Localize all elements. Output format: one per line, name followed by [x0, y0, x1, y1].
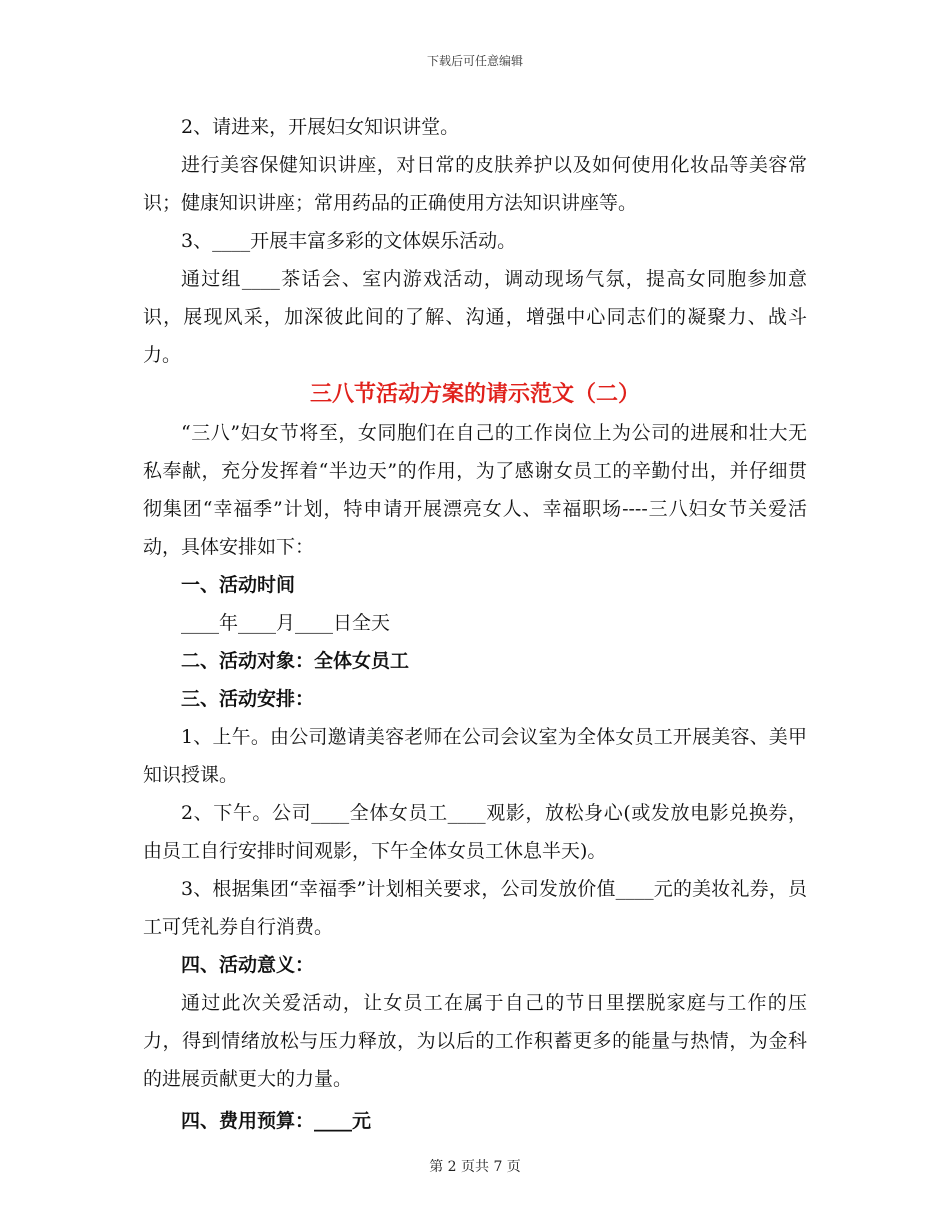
paragraph-tea-party: 通过组____茶话会、室内游戏活动，调动现场气氛，提高女同胞参加意识，展现风采，加深彼此间的了解、沟通，增强中心同志们的凝聚力、战斗力。 [143, 268, 807, 366]
heading-activity-meaning: 四、活动意义： [181, 954, 315, 976]
activity-meaning-text: 通过此次关爱活动，让女员工在属于自己的节日里摆脱家庭与工作的压力，得到情绪放松与压力释放，为以后的工作积蓄更多的能量与热情，为金科的进展贡献更大的力量。 [143, 992, 807, 1090]
section-intro: “三八”妇女节将至，女同胞们在自己的工作岗位上为公司的进展和壮大无私奉献，充分发挥着“半边天”的作用，为了感谢女员工的辛勤付出，并仔细贯彻集团“幸福季”计划，特申请开展漂亮女人、幸福职场----三八妇女节关爱活动，具体安排如下： [143, 422, 807, 558]
page-footer: 第 2 页共 7 页 [429, 1159, 521, 1175]
activity-time-value: ____年____月____日全天 [181, 612, 391, 634]
page-header: 下载后可任意编辑 [426, 54, 523, 68]
heading-budget: 四、费用预算：____元 [181, 1110, 372, 1132]
paragraph-entertainment: 3、____开展丰富多彩的文体娱乐活动。 [181, 230, 517, 252]
document-body [143, 108, 807, 1140]
arrangement-morning: 1、上午。由公司邀请美容老师在公司会议室为全体女员工开展美容、美甲知识授课。 [143, 726, 807, 786]
arrangement-voucher: 3、根据集团“幸福季”计划相关要求，公司发放价值____元的美妆礼券，员工可凭礼券自行消费。 [143, 878, 807, 938]
arrangement-afternoon: 2、下午。公司____全体女员工____观影，放松身心(或发放电影兑换券，由员工自行安排时间观影，下午全体女员工休息半天)。 [143, 802, 807, 862]
paragraph-beauty-lecture: 进行美容保健知识讲座，对日常的皮肤养护以及如何使用化妆品等美容常识；健康知识讲座；常用药品的正确使用方法知识讲座等。 [143, 154, 807, 214]
heading-activity-time: 一、活动时间 [181, 574, 296, 596]
heading-activity-target: 二、活动对象：全体女员工 [181, 650, 410, 672]
heading-activity-arrangement: 三、活动安排： [181, 688, 315, 710]
paragraph-invite-lecture: 2、请进来，开展妇女知识讲堂。 [181, 116, 460, 138]
section-title: 三八节活动方案的请示范文（二） [309, 381, 640, 407]
